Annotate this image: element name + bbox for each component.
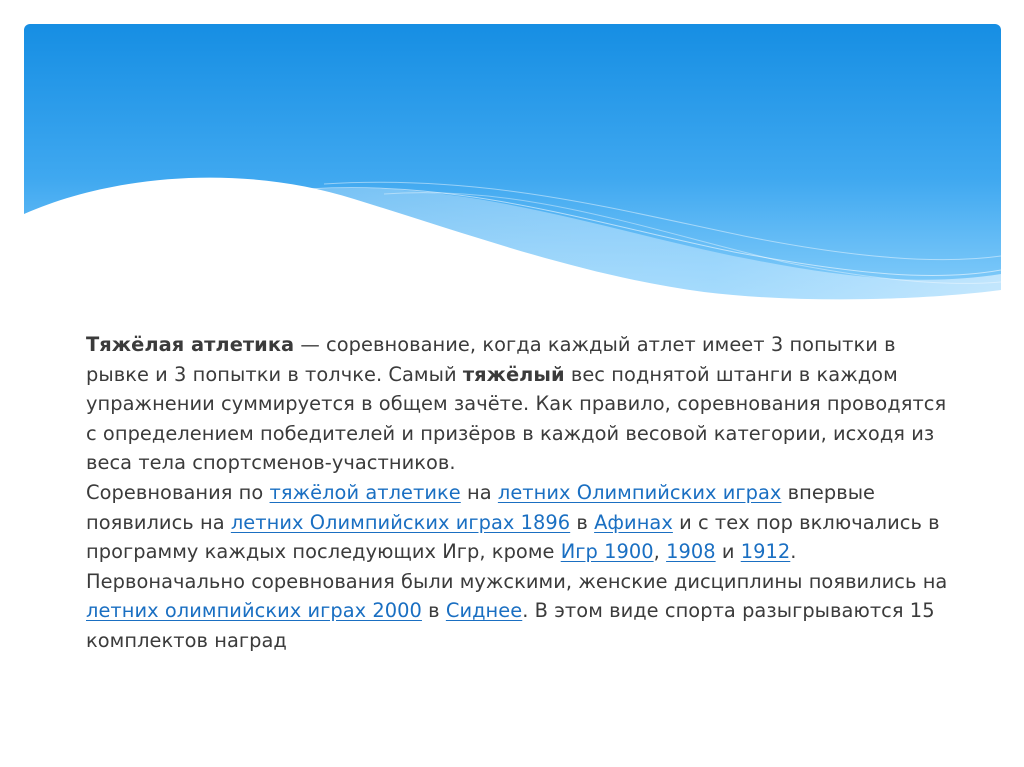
definition-text-2: вес поднятой штанги в каждом упражнении суммируется в общем зачёте. Как правило, соревнования проводятся с определением победителей и призёров в каждой весовой категории, исходя из веса тела спортсменов-участников. xyxy=(86,362,947,475)
history-text: в xyxy=(570,510,595,534)
link-olympics-1896[interactable]: летних Олимпийских играх 1896 xyxy=(230,510,571,534)
link-1912[interactable]: 1912 xyxy=(740,540,791,564)
link-sydney[interactable]: Сиднее xyxy=(445,599,523,623)
history-text: в xyxy=(421,599,446,623)
wave-banner xyxy=(24,24,1001,304)
history-text: впервые появились на xyxy=(86,480,876,534)
text-body xyxy=(86,330,956,656)
definition-text-1: — соревнование, когда каждый атлет имеет 3 попытки в рывке и 3 попытки в толчке. Самый xyxy=(86,333,896,386)
history-text: . В этом виде спорта разыгрываются 15 комплектов наград xyxy=(86,599,935,652)
slide xyxy=(24,24,1001,744)
heaviest-bold: тяжёлый xyxy=(462,362,565,386)
history-text: , xyxy=(653,540,667,564)
link-1908[interactable]: 1908 xyxy=(666,540,716,564)
history-text: Соревнования по xyxy=(86,480,270,504)
history-text: . Первоначально соревнования были мужскими, женские дисциплины появились на xyxy=(86,540,948,593)
link-games-1900[interactable]: Игр 1900 xyxy=(560,540,654,564)
history-text: на xyxy=(460,480,498,504)
link-athens[interactable]: Афинах xyxy=(594,510,673,534)
term-bold: Тяжёлая атлетика xyxy=(86,333,295,356)
link-olympics-2000[interactable]: летних олимпийских играх 2000 xyxy=(86,599,422,623)
paragraph-history xyxy=(86,478,956,656)
paragraph-definition xyxy=(86,330,956,478)
history-text: и xyxy=(715,540,741,564)
link-summer-olympics[interactable]: летних Олимпийских играх xyxy=(497,480,782,504)
link-weightlifting[interactable]: тяжёлой атлетике xyxy=(269,480,461,504)
history-text: и с тех пор включались в программу каждых последующих Игр, кроме xyxy=(86,510,940,564)
